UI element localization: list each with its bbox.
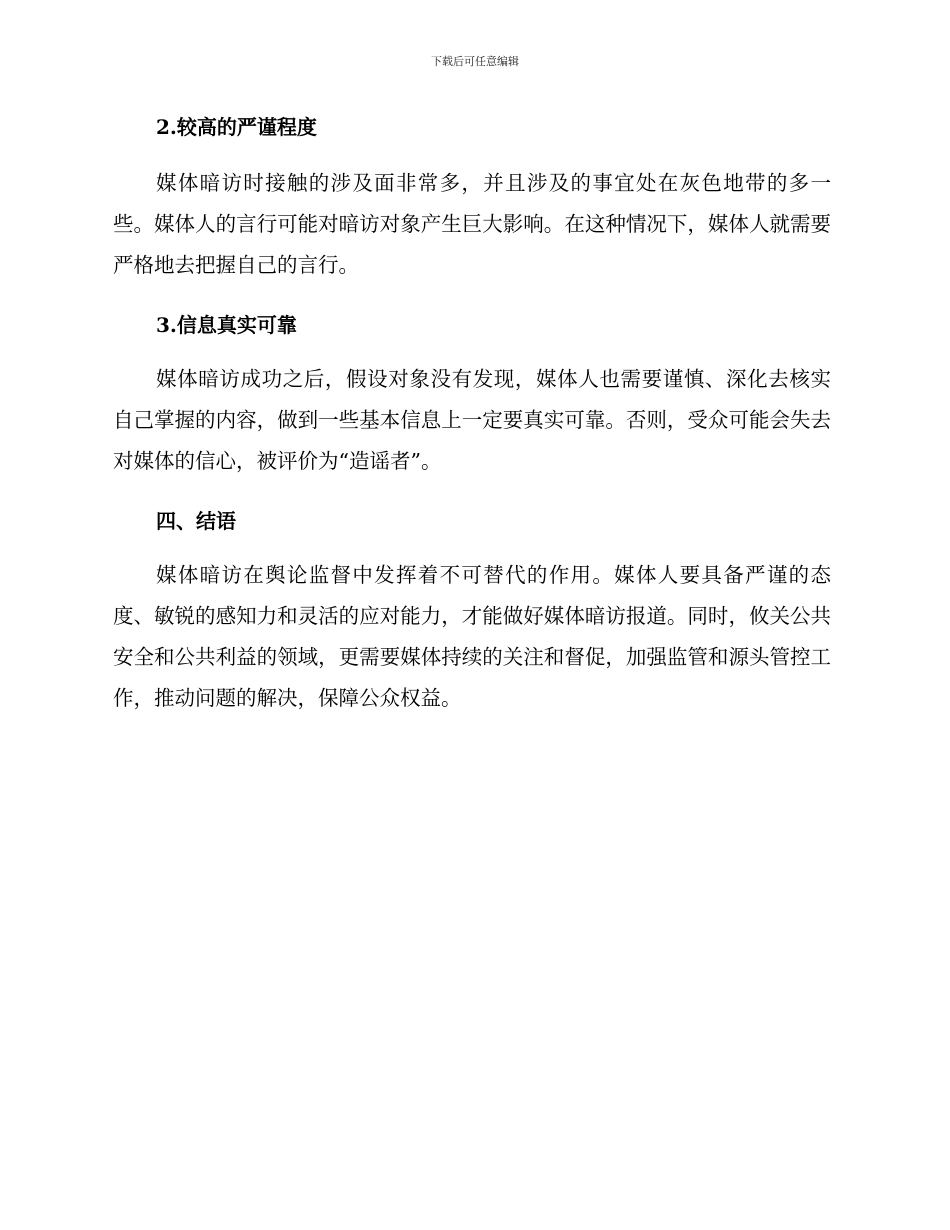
section-heading-rigor: 2.较高的严谨程度	[156, 115, 317, 139]
section-heading-reliability: 3.信息真实可靠	[156, 313, 297, 337]
section-paragraph-conclusion: 媒体暗访在舆论监督中发挥着不可替代的作用。媒体人要具备严谨的态度、敏锐的感知力和灵活的应对能力，才能做好媒体暗访报道。同时，攸关公共安全和公共利益的领域，更需要媒体持续的关注和督促，加强监管和源头管控工作，推动问题的解决，保障公众权益。	[113, 563, 831, 710]
section-heading-conclusion: 四、结语	[156, 509, 236, 533]
document-body	[113, 113, 831, 719]
page-header-note: 下载后可任意编辑	[431, 55, 519, 68]
section-paragraph-rigor: 媒体暗访时接触的涉及面非常多，并且涉及的事宜处在灰色地带的多一些。媒体人的言行可能对暗访对象产生巨大影响。在这种情况下，媒体人就需要严格地去把握自己的言行。	[113, 171, 831, 277]
section-paragraph-reliability: 媒体暗访成功之后，假设对象没有发现，媒体人也需要谨慎、深化去核实自己掌握的内容，做到一些基本信息上一定要真实可靠。否则，受众可能会失去对媒体的信心，被评价为“造谣者”。	[113, 367, 831, 473]
